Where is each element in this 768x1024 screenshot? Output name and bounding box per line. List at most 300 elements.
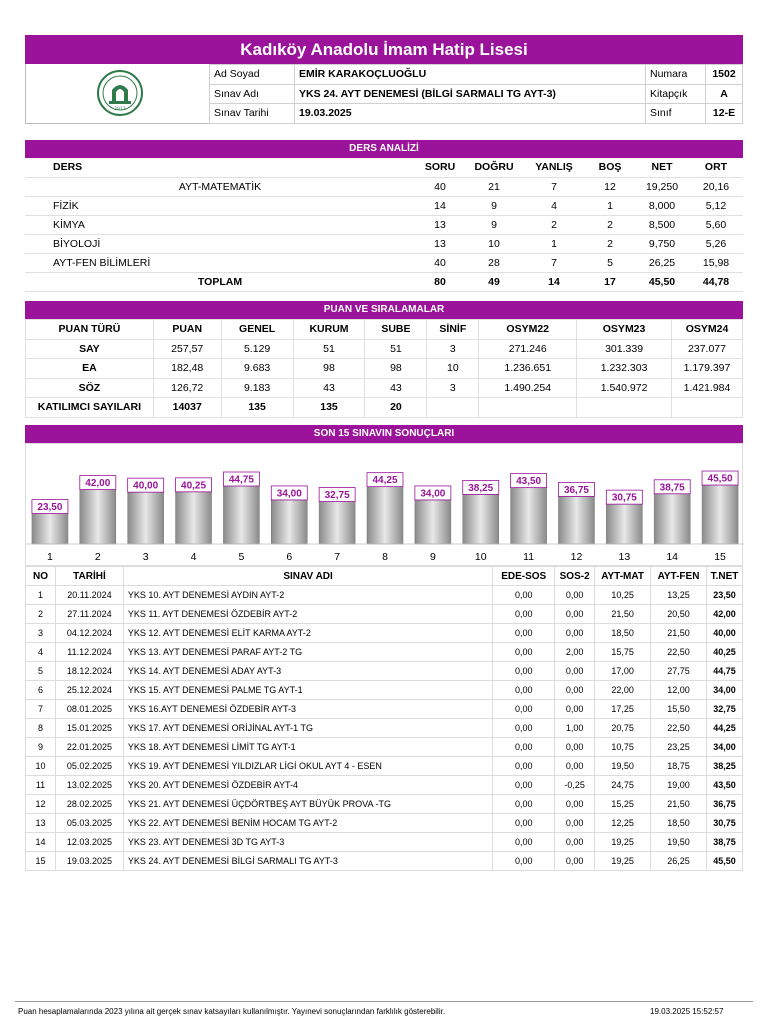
puan-col: GENEL (221, 320, 293, 340)
chart-bar (558, 496, 594, 544)
results-row (26, 605, 743, 624)
participants-cell (479, 398, 577, 418)
ders-cell: 2 (523, 215, 585, 234)
student-name: EMİR KARAKOÇLUOĞLU (295, 65, 646, 85)
results-cell: 45,50 (706, 852, 742, 871)
results-cell: 13,25 (651, 586, 707, 605)
results-cell: 0,00 (493, 757, 555, 776)
chart-bar (415, 500, 451, 544)
results-cell: YKS 17. AYT DENEMESİ ORİJİNAL AYT-1 TG (123, 719, 492, 738)
puan-table (25, 319, 743, 418)
results-row (26, 814, 743, 833)
chart-data-label: 34,00 (276, 488, 302, 500)
chart-data-label: 40,25 (181, 480, 207, 492)
puan-col: KURUM (293, 320, 365, 340)
results-cell: 0,00 (493, 605, 555, 624)
results-cell: 1 (26, 586, 56, 605)
results-cell: 34,00 (706, 681, 742, 700)
results-cell: 0,00 (493, 719, 555, 738)
results-row (26, 586, 743, 605)
ders-row (25, 234, 743, 253)
ders-cell: 5,12 (689, 196, 743, 215)
results-cell: 4 (26, 643, 56, 662)
results-cell: YKS 11. AYT DENEMESİ ÖZDEBİR AYT-2 (123, 605, 492, 624)
ders-total-row (25, 272, 743, 291)
results-cell: 18,75 (651, 757, 707, 776)
results-cell: 21,50 (651, 624, 707, 643)
chart-category-label: 14 (666, 551, 679, 563)
col-bos: BOŞ (585, 158, 635, 177)
results-cell: YKS 16.AYT DENEMESİ ÖZDEBİR AYT-3 (123, 700, 492, 719)
col-ort: ORT (689, 158, 743, 177)
results-row (26, 700, 743, 719)
puan-col: OSYM22 (479, 320, 577, 340)
chart-bar (80, 490, 116, 544)
results-cell: 22,00 (595, 681, 651, 700)
ders-cell: 8,500 (635, 215, 689, 234)
results-cell: 0,00 (555, 586, 595, 605)
results-chart-svg (26, 444, 744, 567)
participants-cell: 20 (365, 398, 427, 418)
puan-cell: SAY (26, 339, 154, 359)
results-cell: 17,25 (595, 700, 651, 719)
results-row (26, 776, 743, 795)
ders-cell: 9 (465, 215, 523, 234)
ders-cell: 26,25 (635, 253, 689, 272)
participants-cell (672, 398, 743, 418)
chart-category-label: 2 (94, 551, 101, 563)
footer-divider (15, 1001, 753, 1002)
results-cell: 10,75 (595, 738, 651, 757)
results-cell: 2 (26, 605, 56, 624)
results-cell: 26,25 (651, 852, 707, 871)
col-yanlis: YANLIŞ (523, 158, 585, 177)
results-cell: 19,50 (595, 757, 651, 776)
results-cell: YKS 18. AYT DENEMESİ LİMİT TG AYT-1 (123, 738, 492, 757)
chart-category-label: 1 (47, 551, 53, 563)
results-cell: 28.02.2025 (55, 795, 123, 814)
puan-row (26, 378, 743, 398)
participants-cell (427, 398, 479, 418)
puan-cell: 3 (427, 378, 479, 398)
results-cell: 0,00 (493, 852, 555, 871)
ders-cell: 9,750 (635, 234, 689, 253)
results-cell: 15,50 (651, 700, 707, 719)
results-cell: 08.01.2025 (55, 700, 123, 719)
results-cell: 32,75 (706, 700, 742, 719)
ders-total-cell: 14 (523, 272, 585, 291)
results-cell: YKS 23. AYT DENEMESİ 3D TG AYT-3 (123, 833, 492, 852)
ders-cell: 5 (585, 253, 635, 272)
puan-cell: 1.421.984 (672, 378, 743, 398)
ders-cell: 9 (465, 196, 523, 215)
results-cell: 0,00 (493, 833, 555, 852)
label-booklet: Kitapçık (646, 84, 706, 104)
results-cell: 12,00 (651, 681, 707, 700)
results-row (26, 662, 743, 681)
chart-data-label: 44,25 (372, 475, 398, 487)
ders-cell: BİYOLOJİ (25, 234, 415, 253)
ders-cell: 5,26 (689, 234, 743, 253)
ders-cell: AYT-MATEMATİK (25, 177, 415, 196)
results-cell: -0,25 (555, 776, 595, 795)
ders-cell: 1 (585, 196, 635, 215)
results-cell: YKS 24. AYT DENEMESİ BİLGİ SARMALI TG AYT-3 (123, 852, 492, 871)
class-value: 12-E (706, 104, 743, 124)
chart-data-label: 38,25 (468, 482, 494, 494)
puan-cell: 1.236.651 (479, 359, 577, 379)
results-cell: 18,50 (651, 814, 707, 833)
ders-cell: 14 (415, 196, 465, 215)
results-cell: 10,25 (595, 586, 651, 605)
results-cell: 22,50 (651, 643, 707, 662)
results-chart (25, 443, 743, 566)
puan-title: PUAN VE SIRALAMALAR (25, 301, 743, 319)
results-cell: 15 (26, 852, 56, 871)
results-row (26, 833, 743, 852)
ders-cell: 40 (415, 253, 465, 272)
results-cell: 0,00 (555, 605, 595, 624)
puan-cell: EA (26, 359, 154, 379)
exam-date: 19.03.2025 (295, 104, 646, 124)
results-cell: YKS 10. AYT DENEMESİ AYDIN AYT-2 (123, 586, 492, 605)
participants-cell: KATILIMCI SAYILARI (26, 398, 154, 418)
results-cell: 0,00 (493, 662, 555, 681)
results-row (26, 795, 743, 814)
chart-bar (176, 492, 212, 544)
chart-data-label: 45,50 (707, 473, 733, 485)
ders-cell: 40 (415, 177, 465, 196)
footer-timestamp: 19.03.2025 15:52:57 (650, 1007, 724, 1016)
chart-data-label: 30,75 (611, 492, 637, 504)
puan-cell: 51 (365, 339, 427, 359)
label-number: Numara (646, 65, 706, 85)
results-cell: 0,00 (555, 738, 595, 757)
results-cell: 43,50 (706, 776, 742, 795)
results-cell: 0,00 (555, 852, 595, 871)
results-cell: 0,00 (493, 700, 555, 719)
results-cell: 8 (26, 719, 56, 738)
results-cell: YKS 22. AYT DENEMESİ BENİM HOCAM TG AYT-2 (123, 814, 492, 833)
results-cell: YKS 15. AYT DENEMESİ PALME TG AYT-1 (123, 681, 492, 700)
puan-cell: 51 (293, 339, 365, 359)
chart-bar (319, 502, 355, 544)
results-col: AYT-FEN (651, 567, 707, 586)
chart-data-label: 38,75 (659, 482, 685, 494)
results-cell: 0,00 (555, 700, 595, 719)
results-row (26, 643, 743, 662)
label-exam: Sınav Adı (210, 84, 295, 104)
results-cell: 36,75 (706, 795, 742, 814)
results-cell: 20,50 (651, 605, 707, 624)
results-col: SINAV ADI (123, 567, 492, 586)
results-header-row (26, 567, 743, 586)
results-cell: 21,50 (595, 605, 651, 624)
puan-col: PUAN TÜRÜ (26, 320, 154, 340)
results-cell: 0,00 (555, 833, 595, 852)
results-cell: 10 (26, 757, 56, 776)
chart-category-label: 13 (618, 551, 631, 563)
puan-cell: 1.490.254 (479, 378, 577, 398)
chart-data-label: 44,75 (228, 474, 254, 486)
results-cell: 27.11.2024 (55, 605, 123, 624)
chart-data-label: 42,00 (85, 478, 111, 490)
chart-category-label: 8 (382, 551, 388, 563)
results-cell: 30,75 (706, 814, 742, 833)
ders-cell: AYT-FEN BİLİMLERİ (25, 253, 415, 272)
results-cell: YKS 19. AYT DENEMESİ YILDIZLAR LİGİ OKUL AYT 4 - ESEN (123, 757, 492, 776)
puan-col: PUAN (153, 320, 221, 340)
chart-category-label: 3 (142, 551, 149, 563)
results-cell: 15,25 (595, 795, 651, 814)
results-cell: YKS 20. AYT DENEMESİ ÖZDEBİR AYT-4 (123, 776, 492, 795)
results-col: T.NET (706, 567, 742, 586)
ders-cell: 2 (585, 215, 635, 234)
chart-bar (606, 504, 642, 544)
ders-cell: 1 (523, 234, 585, 253)
results-cell: 19,50 (651, 833, 707, 852)
puan-col: SUBE (365, 320, 427, 340)
label-class: Sınıf (646, 104, 706, 124)
results-cell: 12,25 (595, 814, 651, 833)
chart-category-label: 7 (334, 551, 341, 563)
puan-cell: 10 (427, 359, 479, 379)
results-cell: 0,00 (555, 757, 595, 776)
chart-category-label: 5 (238, 551, 245, 563)
puan-cell: 1.232.303 (577, 359, 672, 379)
puan-cell: SÖZ (26, 378, 154, 398)
puan-col: OSYM24 (672, 320, 743, 340)
chart-bar (128, 492, 164, 544)
results-cell: 15,75 (595, 643, 651, 662)
results-cell: 23,50 (706, 586, 742, 605)
puan-cell: 271.246 (479, 339, 577, 359)
results-cell: 12 (26, 795, 56, 814)
school-emblem-icon (97, 68, 143, 118)
col-dogru: DOĞRU (465, 158, 523, 177)
puan-col: SİNİF (427, 320, 479, 340)
puan-cell: 1.540.972 (577, 378, 672, 398)
ders-cell: 5,60 (689, 215, 743, 234)
puan-cell: 98 (365, 359, 427, 379)
student-info-table (209, 64, 743, 124)
ders-cell: 13 (415, 234, 465, 253)
col-net: NET (635, 158, 689, 177)
ders-cell: 8,000 (635, 196, 689, 215)
puan-row (26, 339, 743, 359)
ders-analizi-table (25, 158, 743, 292)
results-cell: 0,00 (493, 586, 555, 605)
results-cell: 05.02.2025 (55, 757, 123, 776)
ders-total-cell: 45,50 (635, 272, 689, 291)
ders-total-cell: 17 (585, 272, 635, 291)
results-cell: 5 (26, 662, 56, 681)
ders-total-cell: 44,78 (689, 272, 743, 291)
ders-cell: 15,98 (689, 253, 743, 272)
puan-cell: 9.683 (221, 359, 293, 379)
participants-cell: 14037 (153, 398, 221, 418)
results-row (26, 757, 743, 776)
label-name: Ad Soyad (210, 65, 295, 85)
participants-cell: 135 (293, 398, 365, 418)
results-cell: 0,00 (555, 624, 595, 643)
chart-category-label: 15 (714, 551, 726, 563)
results-cell: 27,75 (651, 662, 707, 681)
booklet-value: A (706, 84, 743, 104)
results-cell: 11.12.2024 (55, 643, 123, 662)
participants-cell: 135 (221, 398, 293, 418)
ders-row (25, 253, 743, 272)
chart-category-label: 12 (570, 551, 583, 563)
ders-total-cell: TOPLAM (25, 272, 415, 291)
col-soru: SORU (415, 158, 465, 177)
chart-title: SON 15 SINAVIN SONUÇLARI (25, 425, 743, 443)
results-cell: 25.12.2024 (55, 681, 123, 700)
results-cell: 0,00 (493, 795, 555, 814)
puan-cell: 5.129 (221, 339, 293, 359)
puan-cell: 43 (365, 378, 427, 398)
chart-bar (654, 494, 690, 544)
ders-cell: 28 (465, 253, 523, 272)
results-cell: 11 (26, 776, 56, 795)
puan-col: OSYM23 (577, 320, 672, 340)
results-cell: 0,00 (555, 795, 595, 814)
results-cell: 04.12.2024 (55, 624, 123, 643)
results-cell: 40,25 (706, 643, 742, 662)
col-ders: DERS (25, 158, 415, 177)
results-row (26, 681, 743, 700)
results-cell: 15.01.2025 (55, 719, 123, 738)
puan-cell: 1.179.397 (672, 359, 743, 379)
chart-data-label: 43,50 (516, 476, 542, 488)
results-cell: 3 (26, 624, 56, 643)
results-cell: 0,00 (493, 814, 555, 833)
chart-bar (463, 494, 499, 544)
results-cell: 17,00 (595, 662, 651, 681)
results-cell: YKS 21. AYT DENEMESİ ÜÇDÖRTBEŞ AYT BÜYÜK PROVA -TG (123, 795, 492, 814)
puan-cell: 182,48 (153, 359, 221, 379)
results-cell: 42,00 (706, 605, 742, 624)
participants-row (26, 398, 743, 418)
ders-row (25, 196, 743, 215)
ders-cell: FİZİK (25, 196, 415, 215)
puan-cell: 237.077 (672, 339, 743, 359)
results-cell: 24,75 (595, 776, 651, 795)
school-title: Kadıköy Anadolu İmam Hatip Lisesi (25, 35, 743, 64)
results-cell: 38,25 (706, 757, 742, 776)
ders-cell: 4 (523, 196, 585, 215)
results-cell: 44,75 (706, 662, 742, 681)
results-table (25, 566, 743, 871)
results-cell: 9 (26, 738, 56, 757)
results-cell: 19.03.2025 (55, 852, 123, 871)
chart-data-label: 32,75 (324, 490, 350, 502)
puan-cell: 43 (293, 378, 365, 398)
chart-data-label: 34,00 (420, 488, 446, 500)
results-cell: 18.12.2024 (55, 662, 123, 681)
ders-row (25, 177, 743, 196)
chart-category-label: 9 (429, 551, 436, 563)
results-cell: 38,75 (706, 833, 742, 852)
results-col: AYT-MAT (595, 567, 651, 586)
puan-header-row (26, 320, 743, 340)
ders-total-cell: 49 (465, 272, 523, 291)
results-cell: 40,00 (706, 624, 742, 643)
results-cell: 1,00 (555, 719, 595, 738)
participants-cell (577, 398, 672, 418)
results-row (26, 852, 743, 871)
results-cell: 44,25 (706, 719, 742, 738)
results-cell: 12.03.2025 (55, 833, 123, 852)
student-number: 1502 (706, 65, 743, 85)
chart-bar (367, 487, 403, 544)
puan-cell: 301.339 (577, 339, 672, 359)
ders-cell: 21 (465, 177, 523, 196)
ders-cell: 13 (415, 215, 465, 234)
results-cell: YKS 12. AYT DENEMESİ ELİT KARMA AYT-2 (123, 624, 492, 643)
results-cell: 0,00 (493, 776, 555, 795)
results-col: TARİHİ (55, 567, 123, 586)
puan-cell: 126,72 (153, 378, 221, 398)
puan-cell: 257,57 (153, 339, 221, 359)
ders-cell: 7 (523, 177, 585, 196)
chart-bar (702, 485, 738, 544)
results-cell: 0,00 (493, 624, 555, 643)
chart-category-label: 10 (474, 551, 487, 563)
results-row (26, 624, 743, 643)
results-cell: 19,25 (595, 833, 651, 852)
results-col: NO (26, 567, 56, 586)
results-cell: 18,50 (595, 624, 651, 643)
ders-cell: 2 (585, 234, 635, 253)
results-cell: 21,50 (651, 795, 707, 814)
results-cell: 22,50 (651, 719, 707, 738)
results-col: SOS-2 (555, 567, 595, 586)
results-cell: 05.03.2025 (55, 814, 123, 833)
results-cell: 0,00 (555, 662, 595, 681)
ders-cell: KİMYA (25, 215, 415, 234)
results-cell: 23,25 (651, 738, 707, 757)
results-cell: 20,75 (595, 719, 651, 738)
results-cell: 22.01.2025 (55, 738, 123, 757)
results-cell: 0,00 (493, 681, 555, 700)
results-cell: 0,00 (493, 643, 555, 662)
chart-bar (271, 500, 307, 544)
ders-cell: 7 (523, 253, 585, 272)
results-cell: 0,00 (555, 814, 595, 833)
puan-row (26, 359, 743, 379)
results-cell: 0,00 (555, 681, 595, 700)
ders-cell: 10 (465, 234, 523, 253)
chart-data-label: 40,00 (133, 480, 159, 492)
results-cell: 6 (26, 681, 56, 700)
puan-cell: 9.183 (221, 378, 293, 398)
results-cell: 20.11.2024 (55, 586, 123, 605)
exam-name: YKS 24. AYT DENEMESİ (BİLGİ SARMALI TG AYT-3) (295, 84, 646, 104)
chart-data-label: 23,50 (37, 502, 63, 514)
results-cell: 13 (26, 814, 56, 833)
chart-data-label: 36,75 (563, 484, 589, 496)
results-row (26, 738, 743, 757)
chart-bar (511, 488, 547, 544)
results-cell: 2,00 (555, 643, 595, 662)
footer-note: Puan hesaplamalarında 2023 yılına ait gerçek sınav katsayıları kullanılmıştır. Yayınevi sonuçlarından farklılık gösterebilir. (18, 1007, 446, 1016)
results-cell: 34,00 (706, 738, 742, 757)
chart-bar (32, 514, 68, 544)
results-cell: 7 (26, 700, 56, 719)
ders-total-cell: 80 (415, 272, 465, 291)
results-cell: YKS 14. AYT DENEMESİ ADAY AYT-3 (123, 662, 492, 681)
